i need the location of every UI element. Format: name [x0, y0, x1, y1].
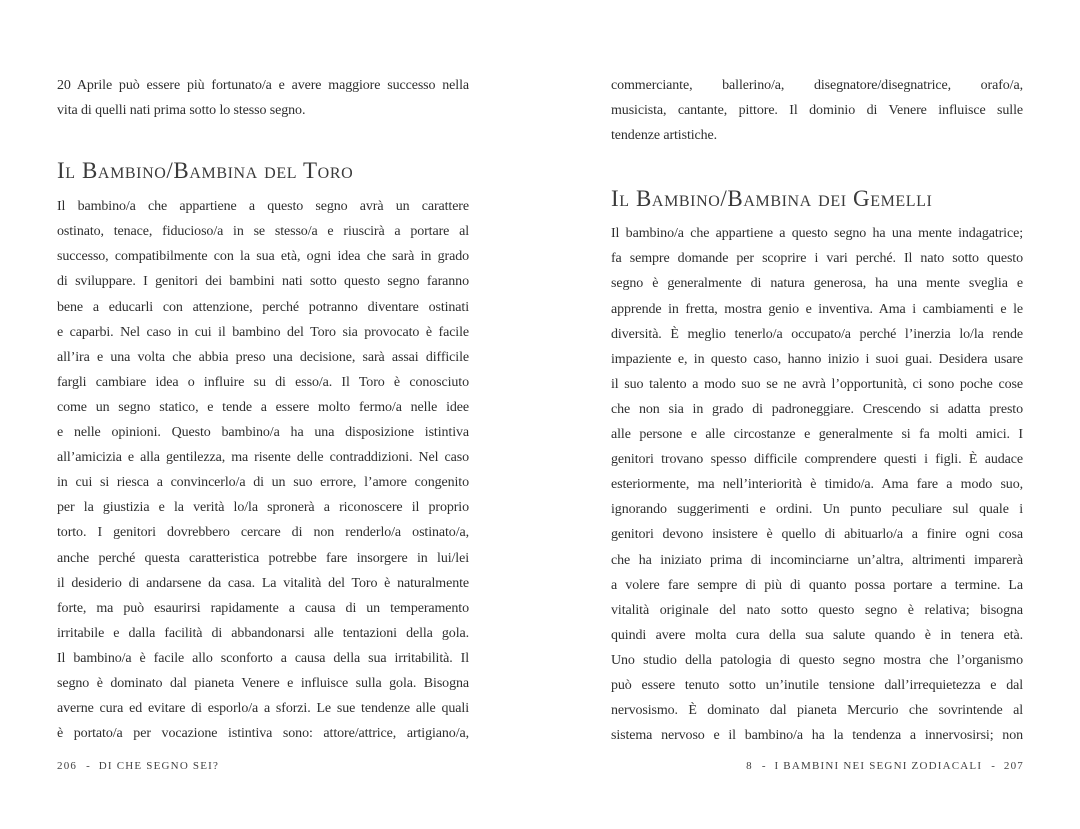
text-line: successo, compatibilmente con la sua età, ogni idea che sarà in grado — [57, 249, 469, 265]
text-line: quindi avere molta cura della sua salute quando è in tenera età. — [611, 627, 1023, 643]
footer-separator: - — [991, 760, 995, 772]
text-line: genitori trovano spesso difficile comprendere questi i figli. È audace — [611, 452, 1023, 468]
page-number-left: 206 — [57, 760, 78, 772]
text-line: genitori devono insistere è quello di abituarlo/a a finire ogni cosa — [611, 527, 1023, 543]
footer-left — [57, 760, 219, 772]
text-line: e caparbi. Nel caso in cui il bambino del Toro sia provocato è facile — [57, 324, 469, 340]
text-line: Uno studio della patologia di questo segno mostra che l’organismo — [611, 652, 1023, 668]
text-line: torto. I genitori dovrebbero cercare di non renderlo/a ostinato/a, — [57, 525, 469, 541]
text-line: alle persone e alle circostanze e generalmente si fa molti amici. I — [611, 427, 1023, 443]
footer-right — [746, 760, 1024, 772]
text-line: all’amicizia e alla gentilezza, ma risente delle contraddizioni. Nel caso — [57, 450, 469, 466]
text-line: fa sempre domande per scoprire i vari perché. Il nato sotto questo — [611, 251, 1023, 267]
text-line: Il bambino/a che appartiene a questo segno ha una mente indagatrice; — [611, 226, 1023, 242]
text-line: ostinato, tenace, fiducioso/a in se stesso/a e riuscirà a portare al — [57, 224, 469, 240]
text-line: musicista, cantante, pittore. Il dominio di Venere influisce sulle — [611, 103, 1023, 119]
footer-separator: - — [761, 760, 766, 772]
body-paragraph-gemelli — [611, 221, 1023, 748]
text-line: anche perché questa caratteristica potrebbe fare insorgere in lui/lei — [57, 550, 469, 566]
text-line: per la giustizia e la verità lo/la spronerà a riconoscere il proprio — [57, 500, 469, 516]
page-number-right: 207 — [1003, 760, 1024, 772]
left-page — [57, 73, 469, 746]
text-line: Il bambino/a che appartiene a questo segno avrà un carattere — [57, 199, 469, 215]
book-title: DI CHE SEGNO SEI? — [98, 760, 220, 772]
text-line: impaziente e, in questo caso, hanno inizio i suoi guai. Desidera usare — [611, 351, 1023, 367]
text-line: sistema nervoso e il bambino/a ha la tendenza a innervosirsi; non — [611, 728, 1023, 744]
chapter-title: I BAMBINI NEI SEGNI ZODIACALI — [774, 760, 983, 772]
intro-paragraph-left — [57, 73, 469, 123]
text-line: commerciante, ballerino/a, disegnatore/disegnatrice, orafo/a, — [611, 78, 1023, 93]
text-line: che non sia in grado di padroneggiare. Crescendo si adatta presto — [611, 401, 1023, 417]
text-line: Il bambino/a è facile allo sconforto a causa della sua irritabilità. Il — [57, 650, 469, 666]
text-line: forte, ma può esaurirsi rapidamente a causa di un temperamento — [57, 600, 469, 616]
text-line: che ha iniziato prima di incominciarne un’altra, altrimenti imparerà — [611, 552, 1023, 568]
text-line: a volere fare sempre di più di quanto possa portare a termine. La — [611, 577, 1023, 593]
text-line: bene a educarli con attenzione, perché potranno diventare ostinati — [57, 299, 469, 315]
section-heading-toro: Il Bambino/Bambina del Toro — [57, 158, 354, 184]
text-line: segno è generalmente di natura generosa, ha una mente sveglia e — [611, 276, 1023, 292]
text-line: è portato/a per vocazione istintiva sono: attore/attrice, artigiano/a, — [57, 726, 469, 742]
text-line: 20 Aprile può essere più fortunato/a e avere maggiore successo nella — [57, 78, 469, 93]
text-line: ignorando suggerimenti e ordini. Un punto peculiare sul quale i — [611, 502, 1023, 518]
right-page — [611, 73, 1023, 748]
text-line: apprende in fretta, mostra genio e inventiva. Ama i cambiamenti e le — [611, 301, 1023, 317]
text-line: in cui si riesca a convincerlo/a di un suo errore, l’amore congenito — [57, 475, 469, 491]
text-line: esteriormente, ma nell’interiorità è timido/a. Ama fare a modo suo, — [611, 477, 1023, 493]
text-line: all’ira e una volta che abbia preso una decisione, sarà assai difficile — [57, 349, 469, 365]
text-line: irritabile e dalla facilità di abbandonarsi alle tentazioni della gola. — [57, 625, 469, 641]
text-line: tendenze artistiche. — [611, 128, 718, 144]
text-line: diversità. È meglio tenerlo/a occupato/a perché l’inerzia lo/la rende — [611, 326, 1023, 342]
text-line: averne cura ed evitare di esporlo/a a sforzi. Le sue tendenze alle quali — [57, 701, 469, 717]
text-line: vitalità originale del nato sotto questo segno è relativa; bisogna — [611, 602, 1023, 618]
text-line: come un segno statico, e tende a essere molto fermo/a nelle idee — [57, 399, 469, 415]
footer-separator: - — [86, 760, 90, 772]
text-line: segno è dominato dal pianeta Venere e influisce sulla gola. Bisogna — [57, 675, 469, 691]
text-line: vita di quelli nati prima sotto lo stesso segno. — [57, 103, 306, 119]
text-line: il suo talento a modo suo se ne avrà l’opportunità, ci sono poche cose — [611, 376, 1023, 392]
text-line: può essere tenuto sotto un’inutile tensione dall’irrequietezza e dal — [611, 677, 1023, 693]
intro-paragraph-right — [611, 73, 1023, 148]
text-line: di sviluppare. I genitori dei bambini nati sotto questo segno faranno — [57, 274, 469, 290]
text-line: nervosismo. È dominato dal pianeta Mercurio che sovrintende al — [611, 703, 1023, 719]
text-line: il desiderio di andarsene da casa. La vitalità del Toro è naturalmente — [57, 575, 469, 591]
text-line: e nelle opinioni. Questo bambino/a ha una disposizione istintiva — [57, 425, 469, 441]
chapter-number: 8 — [746, 760, 753, 772]
text-line: fargli cambiare idea o influire su di esso/a. Il Toro è conosciuto — [57, 374, 469, 390]
body-paragraph-toro — [57, 194, 469, 746]
section-heading-gemelli: Il Bambino/Bambina dei Gemelli — [611, 186, 933, 212]
